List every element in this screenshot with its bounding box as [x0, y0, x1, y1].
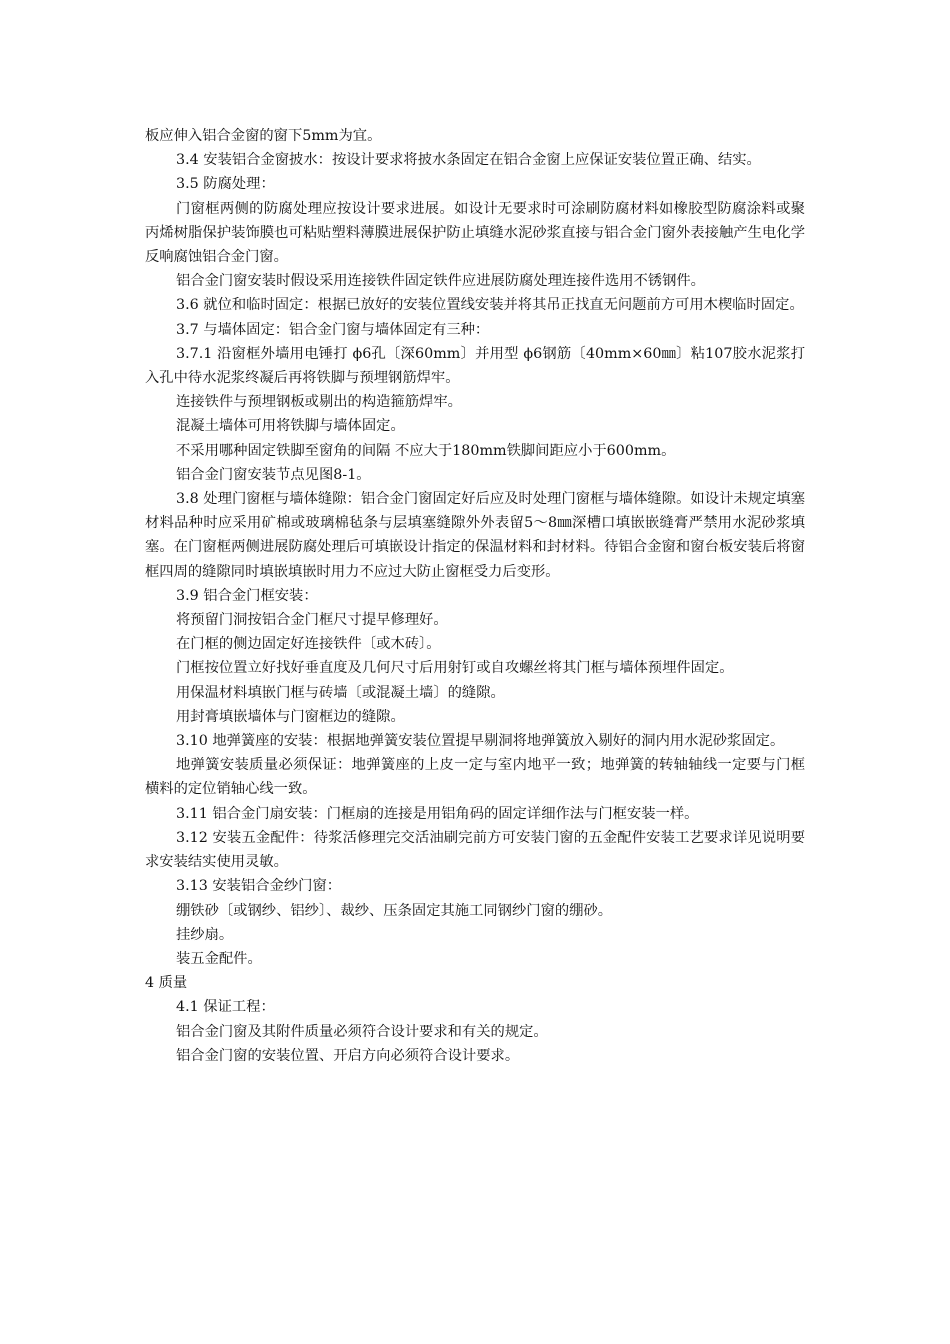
paragraph-insulation-fill: 用保温材料填嵌门框与砖墙〔或混凝土墙〕的缝隙。	[176, 684, 505, 701]
paragraph-3-4: 3.4 安装铝合金窗披水：按设计要求将披水条固定在铝合金窗上应保证安装位置正确、结实。	[176, 152, 761, 169]
heading-3-9: 3.9 铝合金门框安装：	[176, 587, 318, 604]
paragraph-3-6: 3.6 就位和临时固定：根据已放好的安装位置线安装并将其吊正找直无问题前方可用木楔临时固定。	[176, 297, 804, 314]
paragraph-connector-anticorrosion: 铝合金门窗安装时假设采用连接铁件固定铁件应进展防腐处理连接件选用不锈钢件。	[176, 273, 705, 290]
paragraph-3-10: 3.10 地弹簧座的安装：根据地弹簧安装位置提早剔洞将地弹簧放入剔好的洞内用水泥砂浆固定。	[176, 733, 785, 750]
paragraph-figure-reference: 铝合金门窗安装节点见图8-1。	[176, 466, 371, 483]
paragraph-spacing: 不采用哪种固定铁脚至窗角的间隔 不应大于180mm铁脚间距应小于600mm。	[176, 442, 676, 459]
paragraph-continuation: 板应伸入铝合金窗的窗下5mm为宜。	[145, 128, 382, 144]
heading-4-quality: 4 质量	[145, 975, 188, 992]
paragraph-3-12: 3.12 安装五金配件：待浆活修理完交活油刷完前方可安装门窗的五金配件安装工艺要求详见说明要求安装结实使用灵敏。	[145, 829, 805, 871]
paragraph-screen-stretch: 绷铁砂〔或钢纱、铝纱〕、裁纱、压条固定其施工同钢纱门窗的绷砂。	[176, 902, 613, 919]
paragraph-sealant-fill: 用封膏填嵌墙体与门窗框边的缝隙。	[176, 708, 405, 725]
paragraph-concrete-wall: 混凝土墙体可用将铁脚与墙体固定。	[176, 418, 405, 435]
paragraph-3-11: 3.11 铝合金门扇安装：门框扇的连接是用铝角码的固定详细作法与门框安装一样。	[176, 805, 699, 822]
heading-3-5: 3.5 防腐处理：	[176, 176, 275, 193]
heading-4-1: 4.1 保证工程：	[176, 999, 275, 1016]
paragraph-3-7-1: 3.7.1 沿窗框外墙用电锤打 ϕ6孔〔深60mm〕并用型 ϕ6钢筋〔40mm×60㎜〕粘107胶水泥浆打入孔中待水泥浆终凝后再将铁脚与预埋钢筋焊牢。	[145, 345, 805, 387]
paragraph-floor-spring-quality: 地弹簧安装质量必须保证：地弹簧座的上皮一定与室内地平一致；地弹簧的转轴轴线一定要与门框横料的定位销轴心线一致。	[145, 757, 805, 798]
paragraph-prepare-opening: 将预留门洞按铝合金门框尺寸提早修理好。	[176, 612, 448, 629]
paragraph-hang-screen: 挂纱扇。	[176, 926, 234, 943]
paragraph-door-frame-fix: 门框按位置立好找好垂直度及几何尺寸后用射钉或自攻螺丝将其门框与墙体预埋件固定。	[176, 660, 734, 677]
paragraph-3-8: 3.8 处理门窗框与墙体缝隙：铝合金门窗固定好后应及时处理门窗框与墙体缝隙。如设计未规定填塞材料品种时应采用矿棉或玻璃棉毡条与层填塞缝隙外外表留5～8㎜深槽口填嵌嵌缝膏严禁用水泥砂浆填塞。在门窗框两侧进展防腐处理后可填嵌设计指定的保温材料和封材料。待铝合金窗和窗台板安装后将窗框四周的缝隙同时填嵌填嵌时用力不应过大防止窗框受力后变形。	[145, 491, 805, 580]
paragraph-hardware: 装五金配件。	[176, 950, 262, 967]
paragraph-anticorrosion: 门窗框两侧的防腐处理应按设计要求进展。如设计无要求时可涂刷防腐材料如橡胶型防腐涂料或聚丙烯树脂保护装饰膜也可粘贴塑料薄膜进展保护防止填缝水泥砂浆直接与铝合金门窗外表接触产生电化学反响腐蚀铝合金门窗。	[145, 200, 805, 266]
paragraph-position-requirement: 铝合金门窗的安装位置、开启方向必须符合设计要求。	[176, 1047, 520, 1064]
heading-3-7: 3.7 与墙体固定：铝合金门窗与墙体固定有三种：	[176, 321, 490, 338]
paragraph-fix-connector: 在门框的侧边固定好连接铁件〔或木砖〕。	[176, 636, 441, 653]
paragraph-weld-connector: 连接铁件与预埋钢板或剔出的构造箍筋焊牢。	[176, 394, 462, 411]
paragraph-quality-requirement: 铝合金门窗及其附件质量必须符合设计要求和有关的规定。	[176, 1023, 548, 1040]
heading-3-13: 3.13 安装铝合金纱门窗：	[176, 878, 342, 895]
document-body	[145, 124, 805, 1068]
